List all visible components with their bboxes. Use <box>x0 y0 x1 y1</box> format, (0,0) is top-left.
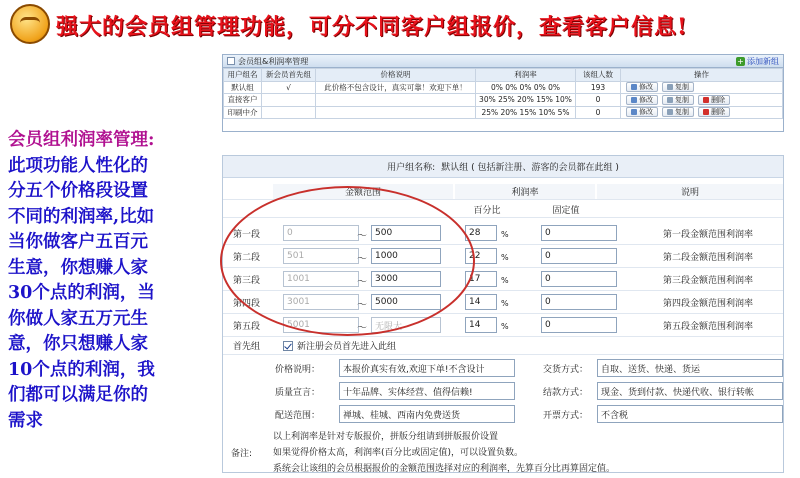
tier-fixed-input[interactable]: 0 <box>541 294 617 310</box>
tier-fixed-input[interactable]: 0 <box>541 225 617 241</box>
quality-label: 质量宣言： <box>275 388 321 398</box>
side-note-lead: 会员组利润率管理: <box>8 130 155 150</box>
side-note-line: 此项功能人性化的 <box>8 155 148 176</box>
group-default: √ <box>262 81 316 94</box>
copy-icon <box>667 97 673 103</box>
tier-desc: 第五段金额范围利润率 <box>662 321 753 332</box>
copy-button[interactable] <box>662 95 694 105</box>
remark-line: 如果觉得价格太高，利润率(百分比或固定值)，可以设置负数。 <box>273 448 524 458</box>
groups-panel-header <box>223 55 783 68</box>
percent-sign: % <box>501 299 509 308</box>
invoice-input[interactable]: 不含税 <box>597 405 783 423</box>
tier-to-input[interactable]: 5000 <box>371 294 441 310</box>
edit-label: 修改 <box>639 108 653 117</box>
group-name-value: 默认组 ( 包括新注册、游客的会员都在此组 ) <box>441 163 619 173</box>
side-note-line: 们都可以满足你的 <box>8 385 148 405</box>
payment-label: 结款方式： <box>543 388 589 398</box>
first-group-text: 新注册会员首先进入此组 <box>297 342 397 352</box>
group-default <box>262 94 316 107</box>
column-header: 利润率 <box>476 69 576 82</box>
column-header: 该组人数 <box>576 69 621 82</box>
table-row <box>224 81 783 94</box>
groups-panel <box>222 54 784 132</box>
percent-sign: % <box>501 253 509 262</box>
remark-line: 以上利润率是针对专版报价，拼版分组请到拼版报价设置 <box>273 432 499 442</box>
tier-to-input[interactable]: 无限大 <box>371 317 441 333</box>
group-name: 默认组 <box>224 81 262 94</box>
tier-desc: 第三段金额范围利润率 <box>662 275 753 286</box>
tier-label: 第一段 <box>233 229 261 240</box>
tier-percent-input[interactable]: 22 <box>465 248 497 264</box>
range-separator: ～ <box>357 277 367 288</box>
tier-from-input[interactable]: 3001 <box>283 294 359 310</box>
delete-button[interactable] <box>698 95 730 105</box>
group-rate: 25% 20% 15% 10% 5% <box>476 106 576 119</box>
tier-desc: 第四段金额范围利润率 <box>662 298 753 309</box>
tier-to-input[interactable]: 1000 <box>371 248 441 264</box>
column-header: 操作 <box>621 69 783 82</box>
area-label: 配送范围： <box>275 411 321 421</box>
copy-label: 复制 <box>675 108 689 117</box>
price-note-label: 价格说明： <box>275 365 321 375</box>
delete-label: 删除 <box>711 95 725 104</box>
remark-label: 备注: <box>231 449 253 459</box>
group-default <box>262 106 316 119</box>
tier-percent-input[interactable]: 14 <box>465 317 497 333</box>
percent-sign: % <box>501 230 509 239</box>
tier-percent-input[interactable]: 14 <box>465 294 497 310</box>
group-count: 0 <box>576 106 621 119</box>
side-note-line: 10个点的利润，我 <box>8 359 155 380</box>
add-group-button[interactable] <box>736 56 779 67</box>
group-name: 直接客户 <box>224 94 262 107</box>
table-header-row <box>224 69 783 82</box>
group-rate: 0% 0% 0% 0% 0% <box>476 81 576 94</box>
delete-button[interactable] <box>698 107 730 117</box>
side-note <box>8 128 213 434</box>
edit-label: 修改 <box>639 83 653 92</box>
add-icon: + <box>737 56 744 66</box>
copy-label: 复制 <box>675 95 689 104</box>
percent-sign: % <box>501 322 509 331</box>
panel-checkbox[interactable] <box>227 57 235 65</box>
group-count: 193 <box>576 81 621 94</box>
tier-label: 第二段 <box>233 252 261 263</box>
amount-range-header: 金额范围 <box>273 184 453 199</box>
delivery-label: 交货方式： <box>543 365 589 375</box>
tier-label: 第三段 <box>233 275 261 286</box>
copy-icon <box>667 109 673 115</box>
delivery-input[interactable]: 自取、送货、快递、货运 <box>597 359 783 377</box>
range-separator: ～ <box>357 254 367 265</box>
side-note-line: 需求 <box>8 410 43 431</box>
banner-title: 强大的会员组管理功能，可分不同客户组报价，查看客户信息! <box>56 14 688 40</box>
group-name-label: 用户组名称: <box>387 163 436 173</box>
group-name: 印刷中介 <box>224 106 262 119</box>
fixed-header: 固定值 <box>552 206 580 216</box>
delete-icon <box>703 109 709 115</box>
edit-button[interactable] <box>626 82 658 92</box>
group-note <box>316 94 476 107</box>
desc-header: 说明 <box>597 184 783 199</box>
area-input[interactable]: 禅城、桂城、西南内免费送货 <box>339 405 515 423</box>
tier-fixed-input[interactable]: 0 <box>541 317 617 333</box>
side-note-line: 生意，你想赚人家 <box>8 257 148 278</box>
fist-icon <box>10 4 50 44</box>
tier-to-input[interactable]: 3000 <box>371 271 441 287</box>
add-group-label: 添加新组 <box>747 56 779 66</box>
side-note-line: 30个点的利润，当 <box>8 283 155 303</box>
tier-label: 第五段 <box>233 321 261 332</box>
side-note-line: 不同的利润率,比如 <box>8 206 155 227</box>
range-separator: ～ <box>357 323 367 334</box>
tier-label: 第四段 <box>233 298 261 309</box>
column-header: 用户组名 <box>224 69 262 82</box>
range-separator: ～ <box>357 300 367 311</box>
copy-icon <box>667 84 673 90</box>
group-note: 此价格不包含设计，真实可靠！欢迎下单！ <box>316 81 476 94</box>
copy-button[interactable] <box>662 82 694 92</box>
tier-from-input[interactable]: 1001 <box>283 271 359 287</box>
side-note-line: 你做人家五万元生 <box>8 308 148 329</box>
edit-button[interactable] <box>626 107 658 117</box>
payment-input[interactable]: 现金、货到付款、快递代收、银行转帐 <box>597 382 783 400</box>
invoice-label: 开票方式： <box>543 411 589 421</box>
table-row <box>224 94 783 107</box>
tier-desc: 第一段金额范围利润率 <box>662 229 753 240</box>
column-header: 新会员首先组 <box>262 69 316 82</box>
groups-table <box>223 68 783 119</box>
tier-fixed-input[interactable]: 0 <box>541 271 617 287</box>
tier-percent-input[interactable]: 17 <box>465 271 497 287</box>
tier-to-input[interactable]: 500 <box>371 225 441 241</box>
first-group-label: 首先组 <box>233 342 261 352</box>
banner <box>0 0 800 52</box>
edit-icon <box>631 84 637 90</box>
price-note-input[interactable]: 本报价真实有效,欢迎下单!不含设计 <box>339 359 515 377</box>
table-row <box>224 106 783 119</box>
group-count: 0 <box>576 94 621 107</box>
delete-icon <box>703 97 709 103</box>
remark-line: 系统会让该组的会员根据报价的金额范围选择对应的利润率，先算百分比再算固定值。 <box>273 464 616 474</box>
group-note <box>316 106 476 119</box>
first-group-row <box>223 337 783 355</box>
edit-label: 修改 <box>639 95 653 104</box>
tier-from-input[interactable]: 5001 <box>283 317 359 333</box>
groups-panel-title: 会员组&利润率管理 <box>238 56 309 66</box>
edit-icon <box>631 109 637 115</box>
percent-header: 百分比 <box>473 206 501 216</box>
form-title <box>223 156 783 178</box>
tier-percent-input[interactable]: 28 <box>465 225 497 241</box>
delete-label: 删除 <box>711 108 725 117</box>
side-note-line: 意，你只想赚人家 <box>8 334 148 354</box>
side-note-line: 分五个价格段设置 <box>8 181 148 201</box>
group-rate: 30% 25% 20% 15% 10% <box>476 94 576 107</box>
highlight-ellipse <box>220 186 475 336</box>
first-group-checkbox[interactable] <box>283 341 293 351</box>
tier-desc: 第二段金额范围利润率 <box>662 252 753 263</box>
edit-icon <box>631 97 637 103</box>
tier-from-input[interactable]: 0 <box>283 225 359 241</box>
copy-button[interactable] <box>662 107 694 117</box>
rate-header: 利润率 <box>455 184 595 199</box>
quality-input[interactable]: 十年品牌、实体经营、值得信赖! <box>339 382 515 400</box>
tier-fixed-input[interactable]: 0 <box>541 248 617 264</box>
range-separator: ～ <box>357 231 367 242</box>
edit-button[interactable] <box>626 95 658 105</box>
side-note-line: 当你做客户五百元 <box>8 232 148 252</box>
percent-sign: % <box>501 276 509 285</box>
column-header: 价格说明 <box>316 69 476 82</box>
tier-from-input[interactable]: 501 <box>283 248 359 264</box>
copy-label: 复制 <box>675 83 689 92</box>
